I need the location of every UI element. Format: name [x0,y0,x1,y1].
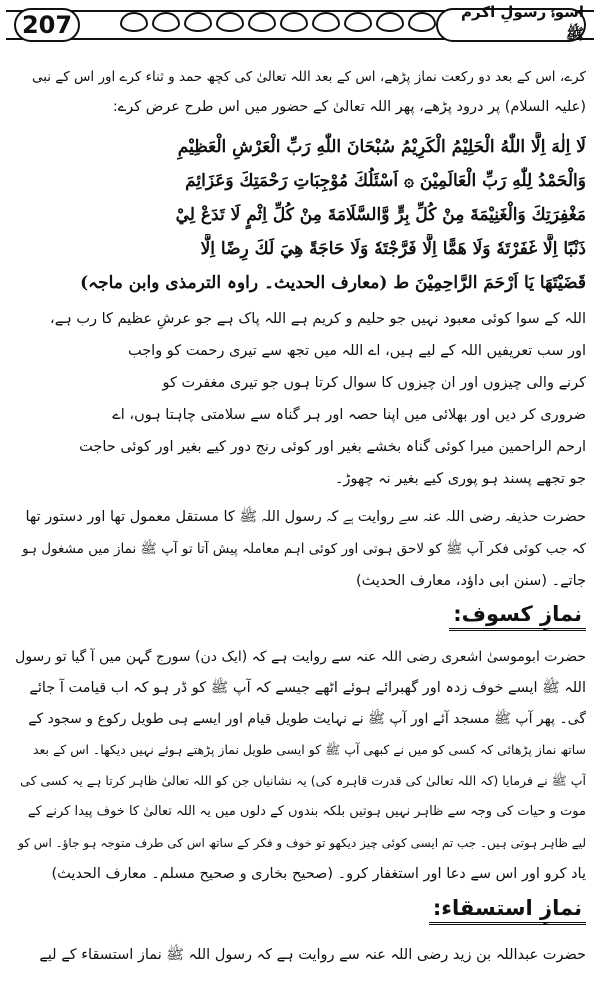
page-number-box [14,8,80,42]
page-number: 207 [21,11,73,39]
running-title: اسوۂ رسولِ اکرم ﷺ [461,3,584,43]
dua-line: وَالْحَمْدُ لِلّٰهِ رَبِّ الْعَالَمِيْنَ ۞ اَسْئَلُكَ مُوْجِبَاتِ رَحْمَتِكَ وَعَزَائِمَ [185,171,586,191]
translation-line: کرنے والی چیزوں اور ان چیزوں کا سوال کرتا ہوں جو تیری مغفرت کو [162,375,586,391]
translation-line: جو تجھے پسند ہو پوری کیے بغیر نہ چھوڑ۔ [334,471,586,487]
text-line: (علیہ السلام) پر درود پڑھے، پھر اللہ تعالیٰ کے حضور میں اس طرح عرض کرے: [112,99,586,115]
text-line: لیے ظاہر ہوتی ہیں۔ جب تم ایسی کوئی چیز دیکھو تو خوف و فکر کے ساتھ اس کی طرف متوجہ ہو جاؤ۔ اس کو [18,836,586,850]
running-title-box [436,3,586,43]
translation-line: ضروری کر دیں اور بھلائی میں اپنا حصہ اور ہر گناہ سے سلامتی چاہتا ہوں، اے [112,407,586,423]
text-line: اللہ ﷺ ایسے خوف زدہ اور گھبرائے ہوئے اٹھے جیسے کہ آپ ﷺ کو ڈر ہو کہ اب قیامت آ جائے [29,680,586,696]
text-line: گی۔ پھر آپ ﷺ مسجد آئے اور آپ ﷺ نے نہایت طویل قیام اور ایسے ہی طویل رکوع و سجود کے [28,711,586,727]
section-heading-istisqa: نمازِ استسقاء: [429,896,586,925]
text-line: کرے، اس کے بعد دو رکعت نماز پڑھے، اس کے بعد اللہ تعالیٰ کی کچھ حمد و ثناء کرے اور اس کے نبی [31,69,586,85]
text-line: ساتھ نماز پڑھائی کہ کسی کو میں نے کبھی آپ ﷺ کو ایسی طویل نماز پڑھتے ہوئے نہیں دیکھا۔ اس کے بعد [32,742,586,757]
dua-line: لَا اِلٰهَ اِلَّا اللّٰهُ الْحَلِيْمُ الْكَرِيْمُ سُبْحَانَ اللّٰهِ رَبِّ الْعَرْشِ الْعَظِيْمِ [177,137,586,157]
text-line: آپ ﷺ نے فرمایا (کہ اللہ تعالیٰ کی قدرت قاہرہ کی) یہ نشانیاں جن کو اللہ تعالیٰ ظاہر کرتا ہے یہ کسی کی [20,773,586,788]
dua-line: قَضَيْتَهَا يَا اَرْحَمَ الرَّاحِمِيْنَ ط (معارف الحدیث۔ راوہ الترمذی وابن ماجہ) [80,273,586,293]
section-heading-kusoof: نمازِ کسوف: [449,602,586,631]
text-line: حضرت حذیفہ رضی اللہ عنہ سے روایت ہے کہ رسول اللہ ﷺ کا مستقل معمول تھا اور دستور تھا [25,509,586,525]
page-header [6,3,594,44]
text-line: موت و حیات کی وجہ سے ظاہر نہیں ہوتیں بلکہ بندوں کے دلوں میں یہ اللہ تعالیٰ کا خوف پیدا کرنے کے [27,804,586,819]
translation-line: اور سب تعریفیں اللہ کے لیے ہیں، اے اللہ میں تجھ سے تیری رحمت کو واجب [127,343,586,359]
dua-line: ذَنْبًا اِلَّا غَفَرْتَهٗ وَلَا هَمًّا اِلَّا فَرَّجْتَهٗ وَلَا حَاجَةً هِيَ لَكَ رِضًا اِلَّا [200,239,586,259]
text-line: حضرت عبداللہ بن زید رضی اللہ عنہ سے روایت ہے کہ رسول اللہ ﷺ نماز استسقاء کے لیے [39,947,586,963]
translation-line: ارحم الراحمین میرا کوئی گناہ بخشے بغیر اور کوئی رنج دور کیے بغیر اور کوئی حاجت [79,439,586,455]
text-line: یاد کرو اور اس سے دعا اور استغفار کرو۔ (صحیح بخاری و صحیح مسلم۔ معارف الحدیث) [51,866,586,882]
text-line: کہ جب کوئی فکر آپ ﷺ کو لاحق ہوتی اور کوئی اہم معاملہ پیش آتا تو آپ ﷺ نماز میں مشغول ہو [22,541,586,557]
text-line: حضرت ابوموسیٰ اشعری رضی اللہ عنہ سے روایت ہے کہ (ایک دن) سورج گہن میں آ گیا تو رسول [15,649,586,665]
text-line: جاتے۔ (سنن ابی داؤد، معارف الحدیث) [355,573,586,589]
ornament-pattern [118,12,438,34]
dua-line: مَغْفِرَتِكَ وَالْغَنِيْمَةَ مِنْ كُلِّ بِرٍّ وَّالسَّلَامَةَ مِنْ كُلِّ اِثْمٍ لَا تَدَعْ لِيْ [175,205,586,225]
translation-line: اللہ کے سوا کوئی معبود نہیں جو حلیم و کریم ہے اللہ پاک ہے جو عرشِ عظیم کا رب ہے، [50,311,586,327]
